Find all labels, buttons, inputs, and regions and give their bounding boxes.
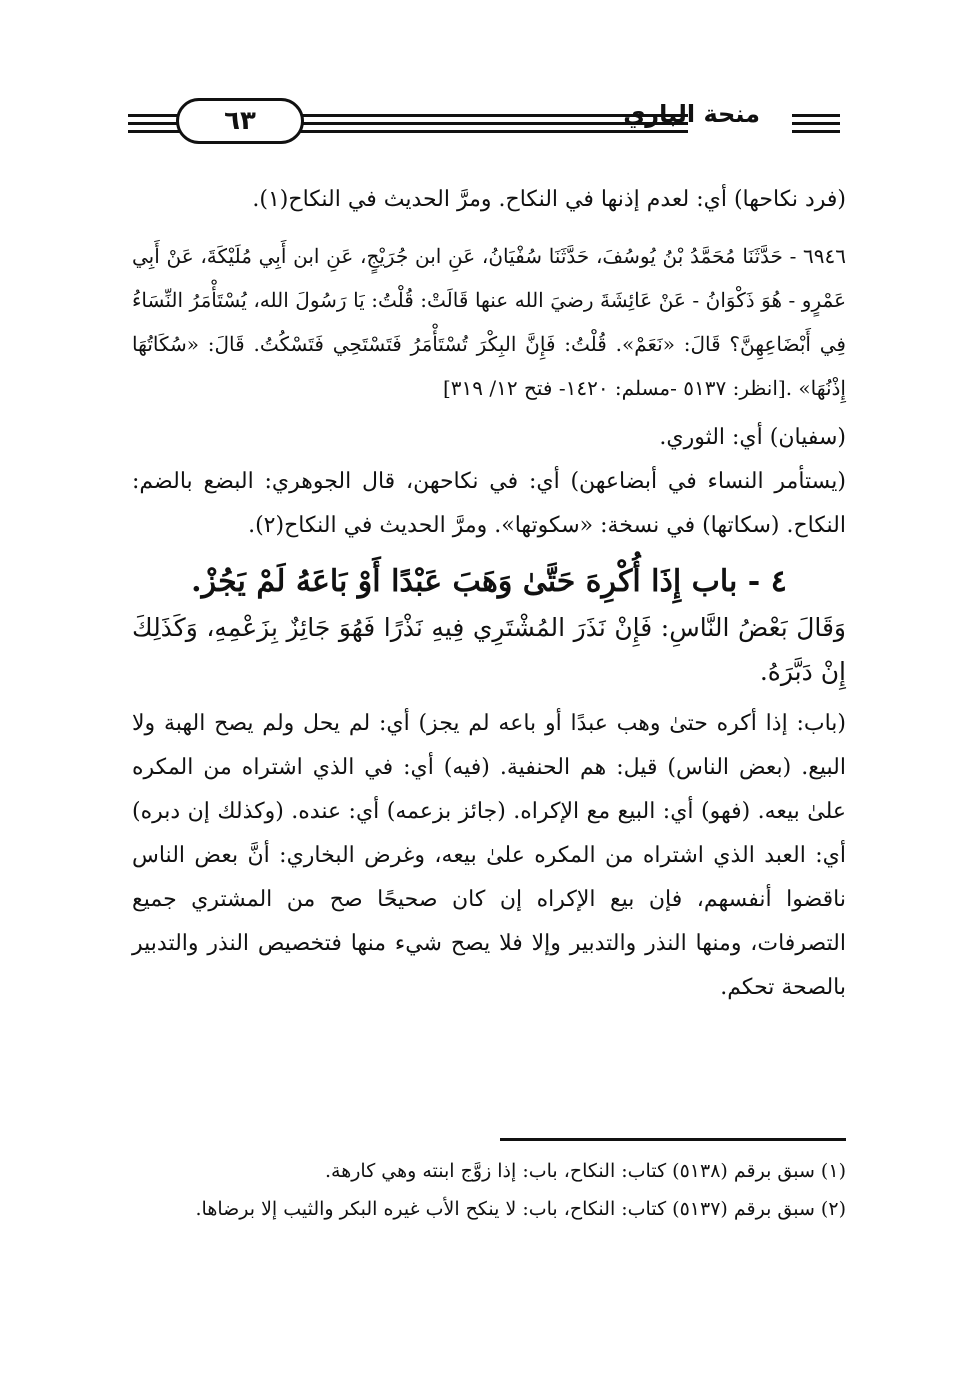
paragraph-commentary-4: (باب: إذا أكره حتىٰ وهب عبدًا أو باعه لم يجز) أي: لم يحل ولم يصح الهبة ولا البيع. (بعض الناس) قيل: هم الحنفية. (فيه) أي: في الذي اشتراه من المكره علىٰ بيعه. (فهو) أي: البيع مع الإكراه. (جائز بزعمه) أي: عنده. (وكذلك إن دبره) أي: العبد الذي اشتراه من المكره علىٰ بيعه، وغرض البخاري: أنَّ بعض الناس ناقضوا أنفسهم، فإن بيع الإكراه إن كان صحيحًا صح من المشتري جميع التصرفات، ومنها النذر والتدبير وإلا فلا يصح شيء منها فتخصيص النذر والتدبير بالصحة تحكم. — [132, 711, 846, 1000]
header-right-rule-top — [792, 114, 840, 117]
chapter-subtext: وَقَالَ بَعْضُ النَّاسِ: فَإِنْ نَذَرَ المُشْتَرِي فِيهِ نَذْرًا فَهُوَ جَائِزٌ بِزَعْمِهِ، وَكَذَلِكَ إِنْ دَبَّرَهُ. — [132, 613, 847, 686]
paragraph-commentary-2: (سفيان) أي: الثوري. — [659, 425, 846, 450]
main-text — [132, 178, 846, 1010]
paragraph-commentary-1: (فرد نكاحها) أي: لعدم إذنها في النكاح. ومرَّ الحديث في النكاح(١). — [252, 187, 846, 212]
footnote-2: (٢) سبق برقم (٥١٣٧) كتاب: النكاح، باب: لا ينكح الأب غيره البكر والثيب إلا برضاها. — [195, 1198, 846, 1220]
header-right-rule-bottom — [792, 130, 840, 133]
page-number-badge — [176, 98, 304, 144]
hadith-text: ٦٩٤٦ - حَدَّثَنَا مُحَمَّدُ بْنُ يُوسُفَ، حَدَّثَنَا سُفْيَانُ، عَنِ ابن جُرَيْجٍ، عَنِ ابن أَبِي مُلَيْكَةَ، عَنْ أَبِي عَمْرٍو - هُوَ ذَكْوَانُ - عَنْ عَائِشَةَ رضيَ الله عنها قَالَتْ: قُلْتُ: يَا رَسُولَ الله، يُسْتَأْمَرُ النِّسَاءُ فِي أَبْضَاعِهِنَّ؟ قَالَ: «نَعَمْ». قُلْتُ: فَإِنَّ البِكْرَ تُسْتَأْمَرُ فَتَسْتَحِي فَتَسْكُتُ. قَالَ: «سُكَاتُهَا إِذْنُهَا» .[انظر: ٥١٣٧ -مسلم: ١٤٢٠- فتح ١٢/ ٣١٩] — [132, 244, 846, 400]
page-number: ٦٣ — [224, 106, 256, 136]
footnote-1: (١) سبق برقم (٥١٣٨) كتاب: النكاح، باب: إذا زوَّج ابنته وهي كارهة. — [325, 1160, 846, 1182]
paragraph-commentary-3: (يستأمر النساء في أبضاعهن) أي: في نكاحهن، قال الجوهري: البضع بالضم: النكاح. (سكاتها) في نسخة: «سكوتها». ومرَّ الحديث في النكاح(٢). — [132, 469, 846, 538]
chapter-title: ٤ - باب إِذَا أُكْرِهَ حَتَّىٰ وَهَبَ عَبْدًا أَوْ بَاعَهُ لَمْ يَجُزْ. — [191, 564, 787, 599]
footnote-separator — [500, 1138, 846, 1141]
header-right-rule-middle — [792, 122, 840, 125]
footnotes — [132, 1152, 846, 1228]
book-title: منحة الباري — [623, 100, 760, 128]
page-header — [128, 92, 840, 152]
